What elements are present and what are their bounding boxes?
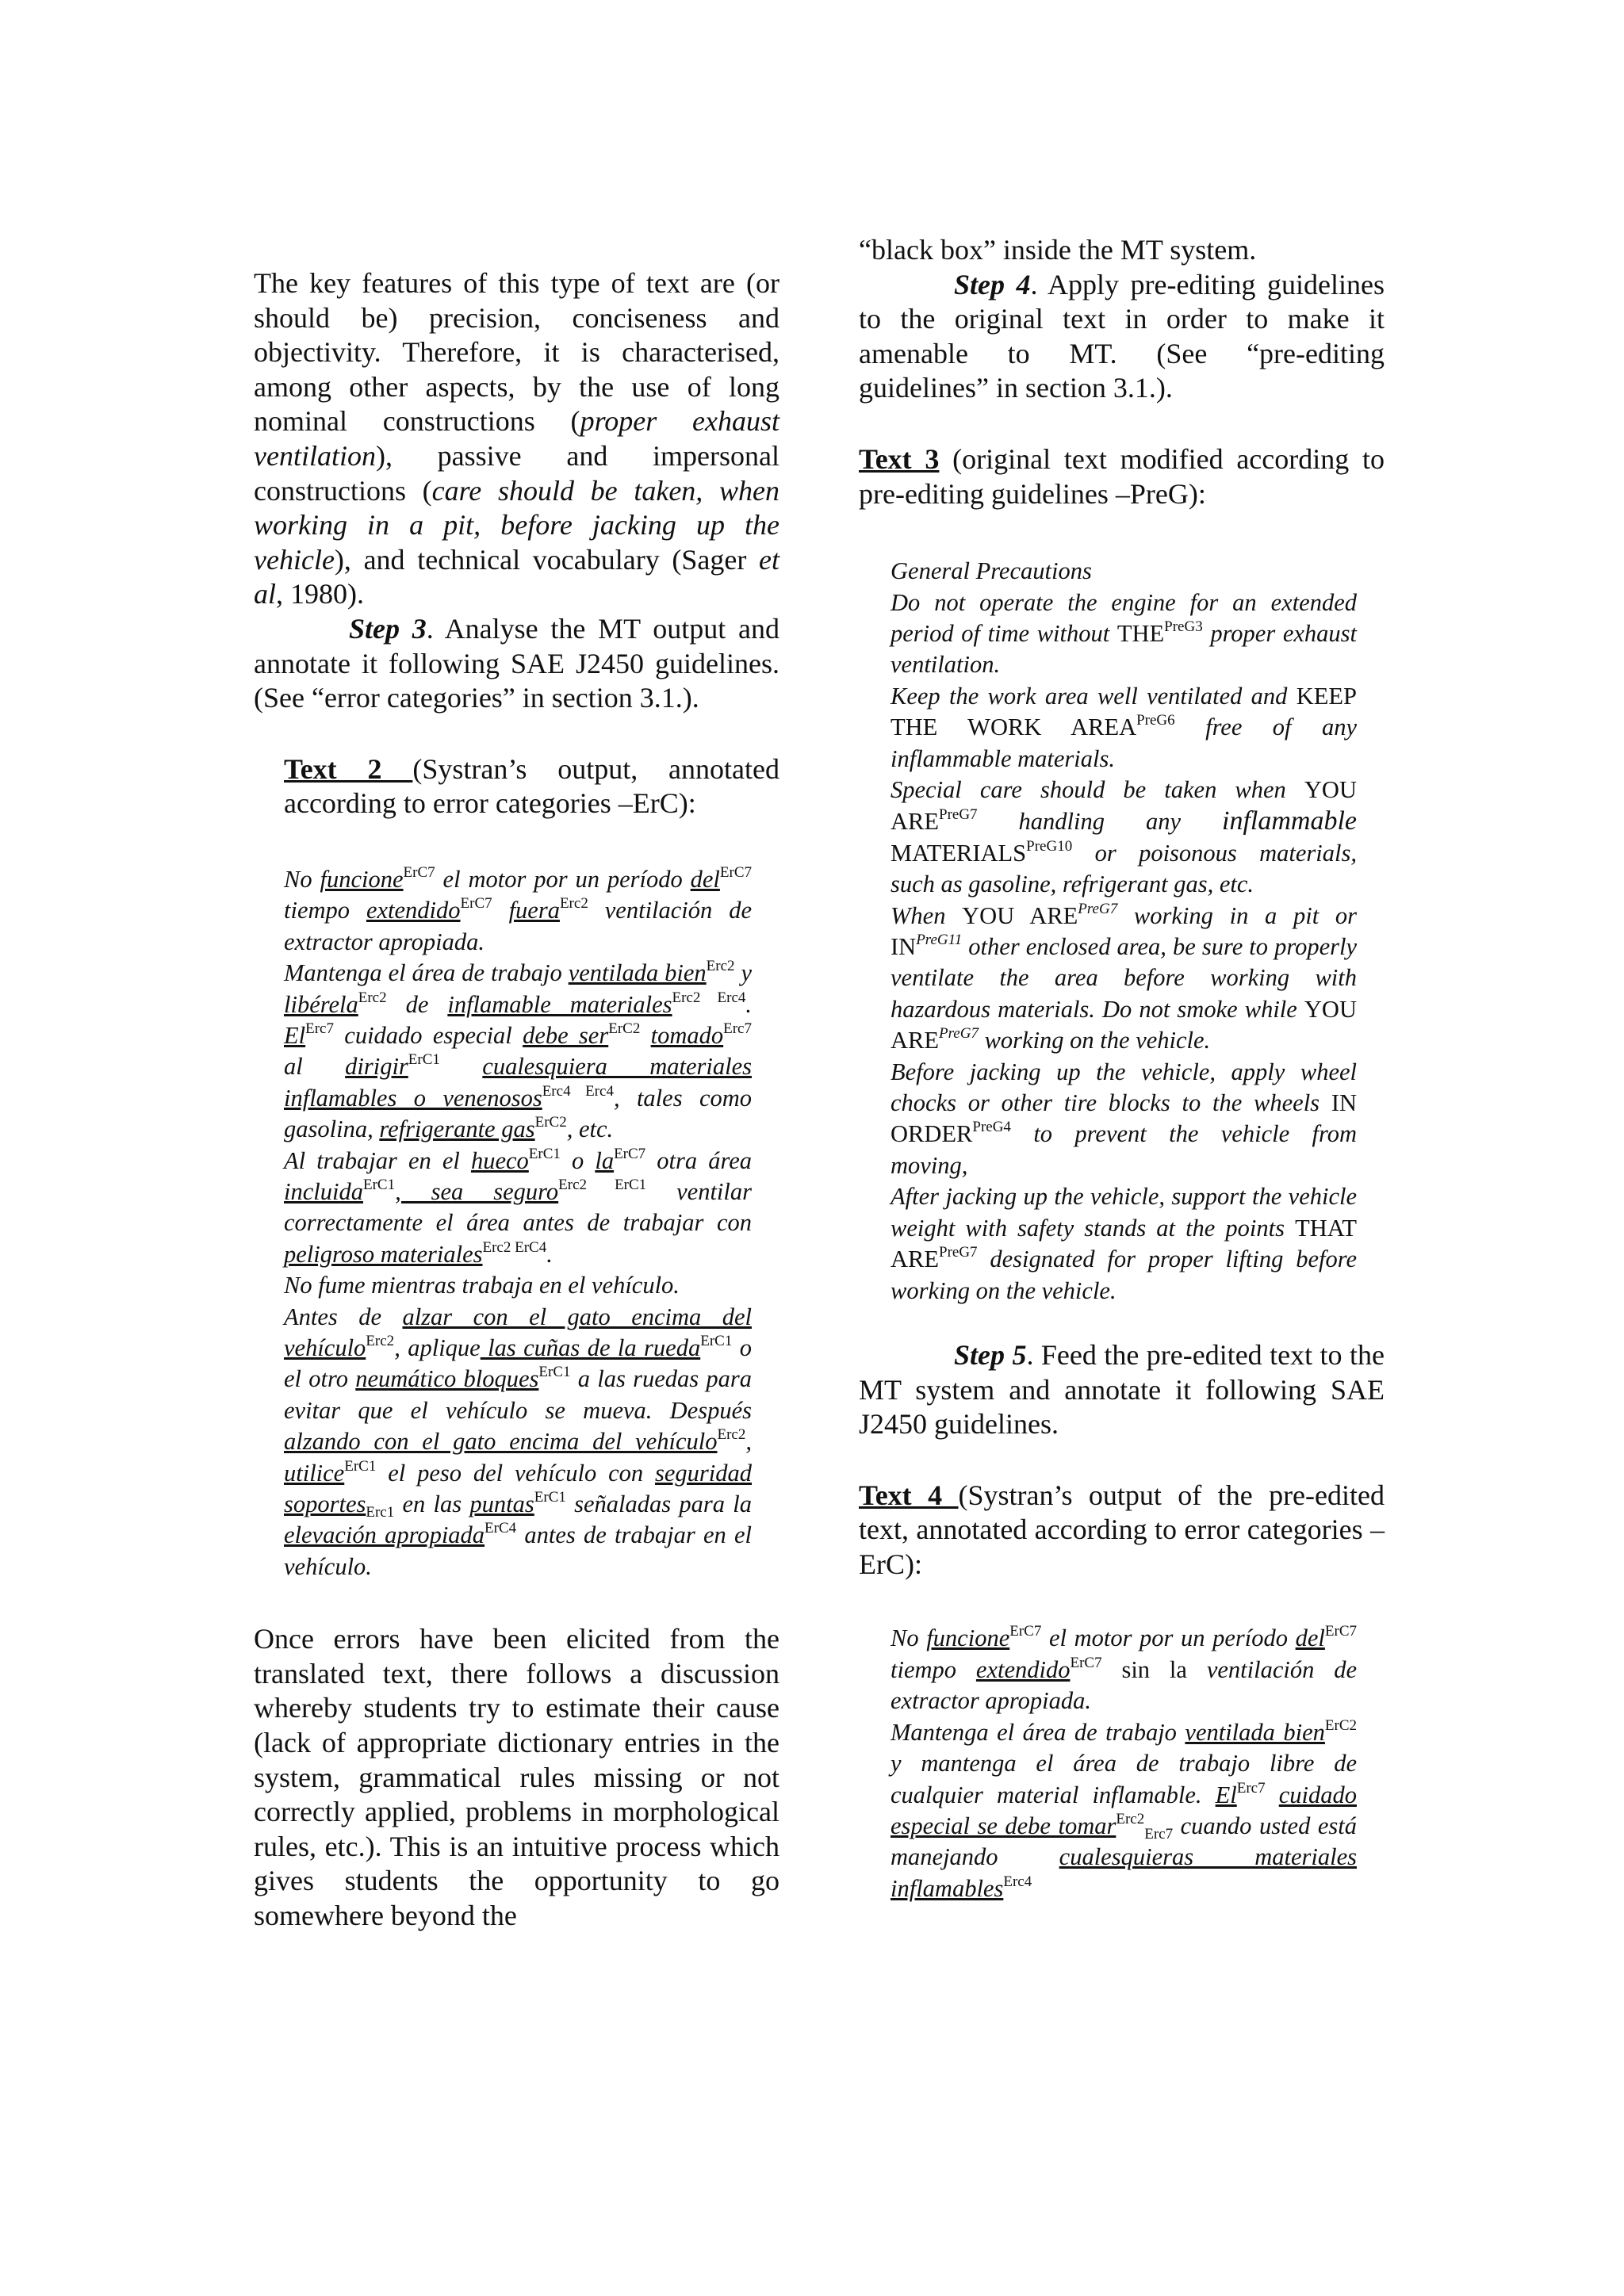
- error-tag: ErC7: [614, 1145, 646, 1162]
- error-tag: ErC2: [534, 1114, 567, 1131]
- text-fragment: General Precautions: [891, 557, 1092, 585]
- pre-edit-insert: YOU ARE: [891, 995, 1357, 1054]
- error-tag: PreG6: [1136, 712, 1175, 729]
- text-fragment: el peso del vehículo con: [376, 1459, 655, 1487]
- error-tag: Erc2 ErC1: [558, 1176, 647, 1193]
- text-4-block: [891, 1623, 1357, 1904]
- text-fragment: Antes de: [284, 1303, 403, 1330]
- error-tag: ErC1: [408, 1051, 440, 1069]
- text-fragment: , aplique: [394, 1334, 481, 1361]
- text-fragment: proper exhaust ventilation.: [891, 619, 1357, 679]
- text-fragment: to prevent the vehicle from moving,: [891, 1120, 1357, 1179]
- text-fragment: tiempo: [891, 1655, 976, 1683]
- error-span: dirigir: [345, 1053, 408, 1081]
- text-fragment: inflammable: [1222, 806, 1357, 836]
- pre-edit-insert: sin la: [1101, 1655, 1187, 1683]
- text-fragment: [640, 1022, 650, 1049]
- error-span: cuidado especial se debe tomar: [891, 1781, 1357, 1839]
- error-span: alzar con el gato encima del vehículo: [284, 1303, 752, 1361]
- text-3-heading: Text 3 (original text modified according to pre-editing guidelines –PreG):: [859, 442, 1385, 510]
- error-tag: Erc7: [1236, 1779, 1266, 1797]
- error-tag: Erc4: [1003, 1873, 1032, 1890]
- text-fragment: working in a pit or: [1117, 901, 1357, 929]
- text-fragment: ventilar correctamente el área antes de trabajar con: [284, 1177, 752, 1237]
- error-tag: ErC1: [538, 1364, 571, 1381]
- error-tag: ErC2: [608, 1020, 641, 1037]
- text-2-label: Text 2: [284, 752, 413, 785]
- pre-edit-insert: KEEP THE WORK AREA: [891, 682, 1357, 741]
- text-fragment: Do not operate the engine for an extended period of time without: [891, 588, 1357, 647]
- error-span: elevación apropiada: [284, 1521, 485, 1549]
- text-4-heading: Text 4 (Systran’s output of the pre-edited text, annotated according to error categories –ErC):: [859, 1479, 1385, 1580]
- error-tag: ErC4: [485, 1520, 517, 1537]
- error-tag: PreG3: [1164, 618, 1203, 635]
- error-span: extendido: [975, 1655, 1071, 1683]
- error-span: cualesquiera materiales inflamables o venenosos: [284, 1053, 752, 1112]
- error-tag: ErC7: [1324, 1623, 1357, 1640]
- text-fragment: [492, 897, 509, 924]
- text-fragment: When: [891, 901, 963, 929]
- text-fragment: or poisonous materials, such as gasoline, refrigerant gas, etc.: [891, 839, 1357, 898]
- error-tag: ErC1: [528, 1145, 561, 1162]
- error-tag: ErC1: [344, 1457, 377, 1475]
- error-span: , sea seguro: [395, 1177, 559, 1205]
- error-span: extendido: [366, 897, 461, 924]
- text-fragment: After jacking up the vehicle, support the vehicle weight with safety stands at the points: [891, 1183, 1357, 1242]
- error-span: El: [1215, 1781, 1237, 1808]
- text-fragment: ventilación de extractor apropiada.: [284, 897, 752, 955]
- right-column: [859, 233, 1385, 1904]
- error-tag: Erc1: [366, 1504, 395, 1521]
- error-tag: PreG7: [1078, 900, 1118, 917]
- text-fragment: [440, 1053, 482, 1080]
- step-4-label: Step 4: [954, 268, 1031, 300]
- error-tag: Erc2 Erc4: [672, 989, 746, 1006]
- text-fragment: al: [284, 1053, 346, 1081]
- text-fragment: en las: [394, 1490, 470, 1518]
- text-fragment: [1266, 1781, 1279, 1808]
- error-tag: Erc2: [717, 1426, 746, 1444]
- text-fragment: Mantenga el área de trabajo: [284, 959, 569, 987]
- error-span: inflamable materiales: [447, 990, 672, 1018]
- text-fragment: o el otro: [284, 1334, 752, 1393]
- text-fragment: el motor por un período: [1041, 1624, 1296, 1652]
- error-span: la: [595, 1146, 615, 1174]
- text-fragment: y mantenga el área de trabajo libre de cualquier material inflamable.: [891, 1750, 1357, 1808]
- error-tag: PreG7: [939, 1244, 978, 1261]
- error-tag: Erc7: [723, 1020, 752, 1037]
- pre-edit-insert: MATERIALS: [891, 839, 1027, 867]
- text-fragment: cuidado especial: [333, 1021, 523, 1049]
- pre-edit-insert: THAT ARE: [891, 1214, 1357, 1273]
- text-fragment: Before jacking up the vehicle, apply wheel chocks or other tire blocks to the wheels: [891, 1058, 1357, 1117]
- error-tag: ErC1: [700, 1333, 733, 1349]
- error-span: cualesquieras materiales inflamables: [891, 1843, 1357, 1902]
- text-fragment: handling any: [977, 808, 1223, 836]
- text-fragment: cuando usted está manejando: [891, 1812, 1357, 1871]
- error-tag: ErC7: [460, 895, 492, 913]
- error-span: debe ser: [523, 1021, 609, 1049]
- text-4-label: Text 4: [859, 1479, 959, 1511]
- error-tag: Erc7: [305, 1020, 334, 1037]
- pre-edit-insert: YOU ARE: [962, 901, 1078, 929]
- error-span: funcione: [926, 1624, 1010, 1652]
- pre-edit-insert: YOU ARE: [891, 776, 1357, 836]
- error-span: El: [284, 1021, 306, 1049]
- text-fragment: ventilación de extractor apropiada.: [891, 1655, 1358, 1715]
- error-span: fuera: [508, 897, 560, 924]
- error-span: seguridad soportes: [284, 1459, 752, 1518]
- error-span: puntas: [469, 1490, 534, 1518]
- error-span: libérela: [284, 990, 358, 1018]
- error-tag: Erc2 ErC4: [482, 1238, 547, 1256]
- text-fragment: .: [745, 990, 752, 1018]
- paragraph-key-features: The key features of this type of text are (or should be) precision, conciseness and objectivity. Therefore, it is characterised, among other aspects, by the use of long nominal constructions (proper exhaust ventilation), passive and impersonal constructions (care should be taken, when working in a pit, before jacking up the vehicle), and technical vocabulary (Sager et al, 1980).: [254, 267, 779, 610]
- paragraph-errors-elicited: Once errors have been elicited from the translated text, there follows a discussion whereby students try to estimate their cause (lack of appropriate dictionary entries in the system, grammatical rules missing or not correctly applied, problems in morphological rules, etc.). This is an intuitive process which gives students the opportunity to go somewhere beyond the: [254, 1623, 779, 1931]
- error-tag: Erc4 Erc4: [542, 1082, 614, 1100]
- step-5-label: Step 5: [954, 1338, 1027, 1371]
- error-span: del: [1295, 1624, 1325, 1652]
- pre-edit-insert: IN: [891, 933, 917, 961]
- text-2-heading: Text 2 (Systran’s output, annotated according to error categories –ErC):: [284, 752, 779, 820]
- error-span: hueco: [470, 1146, 529, 1174]
- step-3-label: Step 3: [349, 612, 427, 645]
- text-fragment: ,: [745, 1428, 752, 1456]
- text-fragment: free of any inflammable materials.: [891, 714, 1357, 772]
- text-fragment: o: [560, 1146, 596, 1174]
- text-fragment: , etc.: [566, 1115, 614, 1143]
- text-fragment: Keep the work area well ventilated and: [891, 682, 1297, 710]
- text-fragment: otra área: [645, 1146, 752, 1174]
- error-span: funcione: [320, 865, 404, 893]
- error-span: alzando con el gato encima del vehículo: [284, 1428, 718, 1456]
- text-2-block: [284, 864, 752, 1582]
- text-fragment: y: [734, 959, 752, 987]
- error-tag: PreG7: [939, 806, 978, 824]
- error-span: neumático bloques: [355, 1365, 539, 1393]
- error-tag: ErC7: [1070, 1654, 1102, 1671]
- error-tag: PreG11: [916, 932, 963, 949]
- error-tag: ErC7: [719, 863, 753, 881]
- error-span: ventilada bien: [1185, 1718, 1325, 1746]
- error-tag: Erc7: [1144, 1825, 1174, 1843]
- error-span: ventilada bien: [568, 959, 707, 987]
- text-fragment: el motor por un período: [435, 865, 691, 893]
- error-tag: PreG10: [1026, 837, 1073, 855]
- error-tag: ErC7: [403, 863, 435, 881]
- error-tag: Erc2: [706, 958, 735, 975]
- error-tag: ErC1: [362, 1176, 396, 1193]
- text-fragment: señaladas para la: [565, 1490, 752, 1518]
- error-span: utilice: [284, 1459, 345, 1487]
- step-4-paragraph: Step 4. Apply pre-editing guidelines to the original text in order to make it amenable to MT. (See “pre-editing guidelines” in section 3.1.).: [859, 268, 1385, 404]
- error-tag: ErC7: [1009, 1623, 1042, 1640]
- error-span: incluida: [284, 1177, 363, 1205]
- text-fragment: Al trabajar en el: [284, 1146, 471, 1174]
- step-3-paragraph: Step 3. Analyse the MT output and annotate it following SAE J2450 guidelines. (See “error categories” in section 3.1.).: [254, 612, 779, 714]
- text-fragment: de: [386, 990, 448, 1018]
- error-span: tomado: [650, 1021, 724, 1049]
- text-fragment: .: [546, 1240, 553, 1268]
- error-span: refrigerante gas: [379, 1115, 535, 1143]
- error-tag: Erc2: [1116, 1810, 1145, 1827]
- error-span: las cuñas de la rueda: [480, 1334, 701, 1361]
- text-fragment: antes de trabajar en el vehículo.: [284, 1521, 752, 1580]
- error-tag: ErC1: [534, 1489, 566, 1506]
- black-box-line: “black box” inside the MT system.: [859, 234, 1257, 266]
- error-span: del: [690, 865, 720, 893]
- text-fragment: other enclosed area, be sure to properly ventilate the area before working with hazardous materials. Do not smoke while: [891, 933, 1357, 1023]
- error-tag: Erc2: [366, 1333, 395, 1349]
- step-5-paragraph: Step 5. Feed the pre-edited text to the MT system and annotate it following SAE J2450 guidelines.: [859, 1338, 1385, 1441]
- text-fragment: , tales como gasolina,: [284, 1084, 753, 1143]
- text-fragment: a las ruedas para evitar que el vehículo se mueva. Después: [284, 1365, 752, 1424]
- pre-edit-insert: IN ORDER: [891, 1089, 1357, 1148]
- text-fragment: Mantenga el área de trabajo: [891, 1718, 1185, 1746]
- text-fragment: tiempo: [284, 897, 366, 924]
- text-fragment: designated for proper lifting before working on the vehicle.: [891, 1246, 1357, 1304]
- error-tag: PreG7: [939, 1025, 979, 1043]
- text-3-block: [891, 556, 1357, 1307]
- text-3-label: Text 3: [859, 442, 940, 475]
- error-tag: Erc2: [559, 895, 588, 913]
- error-tag: PreG4: [972, 1119, 1011, 1136]
- text-fragment: No: [284, 865, 320, 893]
- error-tag: ErC2: [1324, 1716, 1357, 1734]
- left-column: [254, 266, 779, 1934]
- text-fragment: No fume mientras trabaja en el vehículo.: [284, 1272, 680, 1299]
- error-span: peligroso materiales: [284, 1240, 483, 1268]
- text-fragment: No: [891, 1624, 927, 1652]
- text-fragment: Special care should be taken when: [891, 776, 1304, 803]
- text-fragment: working on the vehicle.: [978, 1027, 1211, 1054]
- error-tag: Erc2: [358, 989, 387, 1006]
- pre-edit-insert: THE: [1116, 619, 1165, 647]
